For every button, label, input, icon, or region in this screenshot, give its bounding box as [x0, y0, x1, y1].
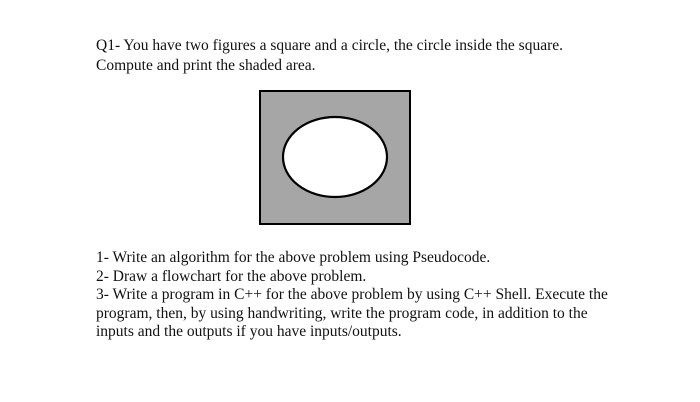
question-line-2: Compute and print the shaded area.	[96, 57, 316, 74]
square-circle-figure	[259, 90, 411, 225]
inner-circle	[283, 117, 387, 197]
task-list	[96, 249, 616, 342]
task-line-5: inputs and the outputs if you have inputs/outputs.	[96, 323, 402, 340]
task-line-2: 2- Draw a flowchart for the above problem.	[96, 267, 367, 285]
figure-svg	[259, 90, 411, 225]
question-text	[96, 36, 616, 76]
task-line-3: 3- Write a program in C++ for the above problem by using C++ Shell. Execute the	[96, 286, 608, 303]
task-line-4: program, then, by using handwriting, write the program code, in addition to the	[96, 304, 588, 322]
question-line-1: Q1- You have two figures a square and a circle, the circle inside the square.	[96, 37, 563, 54]
task-line-1: 1- Write an algorithm for the above problem using Pseudocode.	[96, 249, 491, 266]
